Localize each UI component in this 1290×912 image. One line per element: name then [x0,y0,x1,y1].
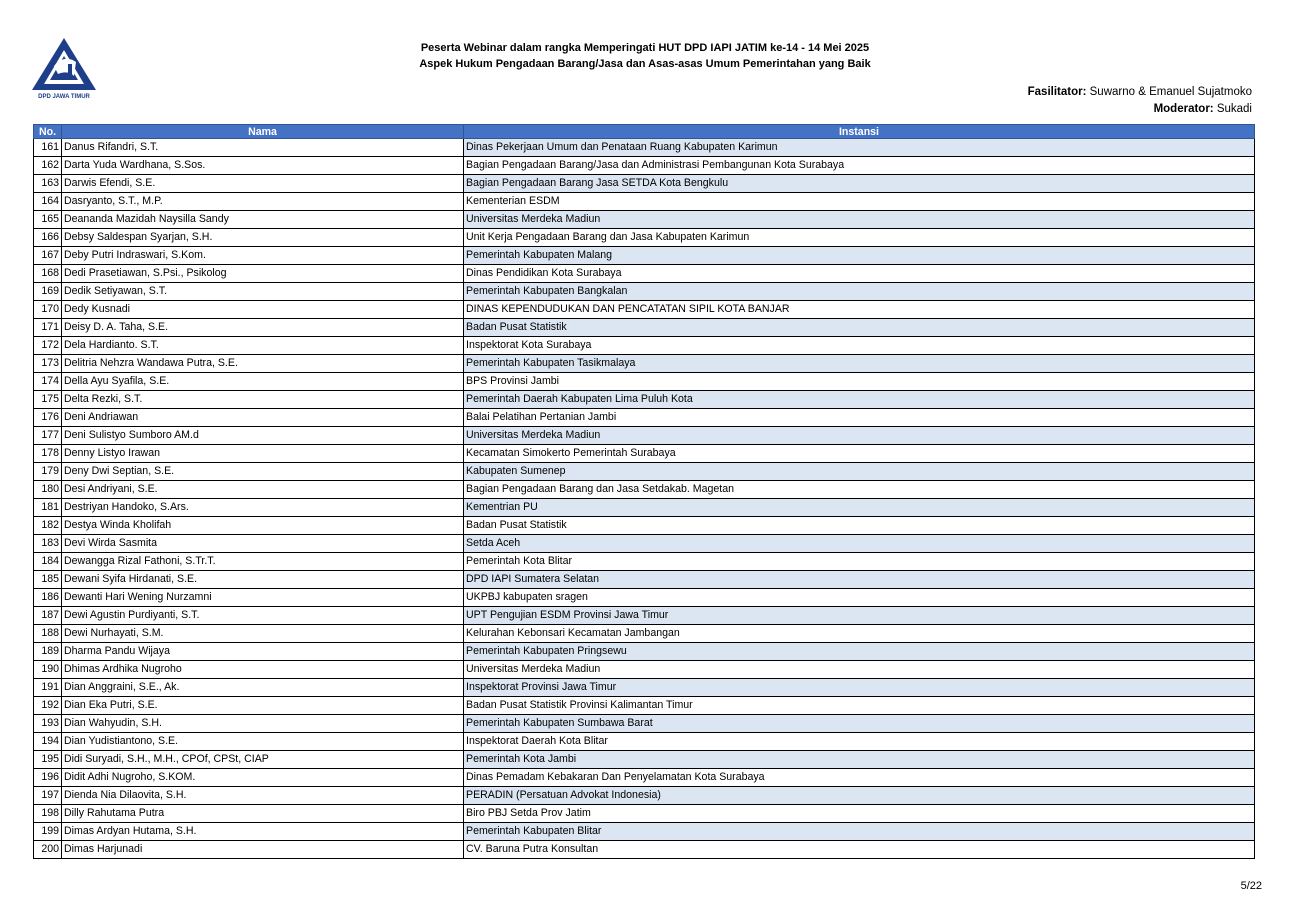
cell-no: 178 [34,445,62,463]
column-header-nama: Nama [62,125,464,139]
cell-instansi: UKPBJ kabupaten sragen [464,589,1255,607]
cell-instansi: Inspektorat Daerah Kota Blitar [464,733,1255,751]
cell-no: 165 [34,211,62,229]
logo-caption: DPD JAWA TIMUR [38,94,90,100]
moderator-label: Moderator: [1153,103,1214,115]
table-row [34,373,1255,391]
cell-nama: Dian Eka Putri, S.E. [62,697,464,715]
cell-nama: Dian Yudistiantono, S.E. [62,733,464,751]
table-row [34,409,1255,427]
cell-no: 185 [34,571,62,589]
cell-nama: Dewi Agustin Purdiyanti, S.T. [62,607,464,625]
cell-instansi: CV. Baruna Putra Konsultan [464,841,1255,859]
cell-no: 190 [34,661,62,679]
cell-nama: Danus Rifandri, S.T. [62,139,464,157]
cell-no: 167 [34,247,62,265]
cell-no: 161 [34,139,62,157]
cell-nama: Dian Wahyudin, S.H. [62,715,464,733]
cell-instansi: Setda Aceh [464,535,1255,553]
cell-no: 164 [34,193,62,211]
cell-nama: Delta Rezki, S.T. [62,391,464,409]
facilitator-value: Suwarno & Emanuel Sujatmoko [1089,86,1252,98]
cell-instansi: Dinas Pekerjaan Umum dan Penataan Ruang Kabupaten Karimun [464,139,1255,157]
cell-no: 187 [34,607,62,625]
table-row [34,301,1255,319]
table-row [34,517,1255,535]
cell-nama: Desi Andriyani, S.E. [62,481,464,499]
cell-instansi: Pemerintah Kabupaten Bangkalan [464,283,1255,301]
cell-instansi: Pemerintah Kabupaten Tasikmalaya [464,355,1255,373]
cell-instansi: DINAS KEPENDUDUKAN DAN PENCATATAN SIPIL KOTA BANJAR [464,301,1255,319]
table-row [34,337,1255,355]
cell-nama: Dedy Kusnadi [62,301,464,319]
cell-instansi: Badan Pusat Statistik [464,517,1255,535]
cell-nama: Dela Hardianto. S.T. [62,337,464,355]
table-row [34,643,1255,661]
cell-nama: Dimas Ardyan Hutama, S.H. [62,823,464,841]
facilitator-line [1028,84,1252,101]
cell-no: 195 [34,751,62,769]
cell-no: 172 [34,337,62,355]
cell-no: 191 [34,679,62,697]
cell-no: 162 [34,157,62,175]
cell-instansi: Dinas Pemadam Kebakaran Dan Penyelamatan Kota Surabaya [464,769,1255,787]
cell-instansi: BPS Provinsi Jambi [464,373,1255,391]
cell-nama: Deisy D. A. Taha, S.E. [62,319,464,337]
cell-no: 200 [34,841,62,859]
document-title [200,40,1090,72]
table-row [34,841,1255,859]
cell-no: 181 [34,499,62,517]
cell-instansi: Pemerintah Kota Jambi [464,751,1255,769]
title-line-2: Aspek Hukum Pengadaan Barang/Jasa dan Asas-asas Umum Pemerintahan yang Baik [419,58,871,70]
table-row [34,355,1255,373]
cell-nama: Deni Sulistyo Sumboro AM.d [62,427,464,445]
participant-table [33,124,1255,859]
table-row [34,535,1255,553]
cell-nama: Didi Suryadi, S.H., M.H., CPOf, CPSt, CIAP [62,751,464,769]
table-header-row [34,125,1255,139]
cell-no: 174 [34,373,62,391]
cell-instansi: Kabupaten Sumenep [464,463,1255,481]
cell-no: 170 [34,301,62,319]
cell-instansi: Badan Pusat Statistik Provinsi Kalimantan Timur [464,697,1255,715]
cell-instansi: Balai Pelatihan Pertanian Jambi [464,409,1255,427]
table-row [34,823,1255,841]
table-row [34,751,1255,769]
page-number: 5/22 [1240,880,1262,892]
cell-no: 168 [34,265,62,283]
table-body [34,139,1255,859]
table-row [34,265,1255,283]
cell-instansi: DPD IAPI Sumatera Selatan [464,571,1255,589]
table-row [34,679,1255,697]
cell-no: 198 [34,805,62,823]
cell-nama: Dewanti Hari Wening Nurzamni [62,589,464,607]
cell-nama: Deananda Mazidah Naysilla Sandy [62,211,464,229]
table-row [34,805,1255,823]
table-row [34,481,1255,499]
session-credits [1028,84,1252,118]
cell-no: 197 [34,787,62,805]
cell-instansi: Dinas Pendidikan Kota Surabaya [464,265,1255,283]
cell-instansi: PERADIN (Persatuan Advokat Indonesia) [464,787,1255,805]
cell-instansi: Pemerintah Kabupaten Blitar [464,823,1255,841]
cell-no: 175 [34,391,62,409]
cell-nama: Destriyan Handoko, S.Ars. [62,499,464,517]
cell-no: 192 [34,697,62,715]
cell-instansi: Universitas Merdeka Madiun [464,211,1255,229]
cell-nama: Dewi Nurhayati, S.M. [62,625,464,643]
cell-no: 163 [34,175,62,193]
cell-instansi: Kementrian PU [464,499,1255,517]
table-row [34,247,1255,265]
table-row [34,391,1255,409]
moderator-value: Sukadi [1216,103,1252,115]
cell-no: 176 [34,409,62,427]
table-row [34,499,1255,517]
cell-nama: Dewani Syifa Hirdanati, S.E. [62,571,464,589]
table-row [34,157,1255,175]
cell-no: 171 [34,319,62,337]
cell-nama: Dewangga Rizal Fathoni, S.Tr.T. [62,553,464,571]
cell-no: 189 [34,643,62,661]
table-row [34,715,1255,733]
cell-nama: Dilly Rahutama Putra [62,805,464,823]
table-row [34,571,1255,589]
cell-nama: Didit Adhi Nugroho, S.KOM. [62,769,464,787]
cell-no: 199 [34,823,62,841]
table-row [34,769,1255,787]
table-row [34,193,1255,211]
cell-nama: Debsy Saldespan Syarjan, S.H. [62,229,464,247]
column-header-instansi: Instansi [464,125,1255,139]
cell-instansi: Pemerintah Kota Blitar [464,553,1255,571]
cell-nama: Devi Wirda Sasmita [62,535,464,553]
cell-instansi: Inspektorat Provinsi Jawa Timur [464,679,1255,697]
table-row [34,427,1255,445]
cell-nama: Deby Putri Indraswari, S.Kom. [62,247,464,265]
table-row [34,625,1255,643]
cell-instansi: Kecamatan Simokerto Pemerintah Surabaya [464,445,1255,463]
cell-nama: Destya Winda Kholifah [62,517,464,535]
table-row [34,445,1255,463]
cell-no: 183 [34,535,62,553]
cell-instansi: Bagian Pengadaan Barang Jasa SETDA Kota Bengkulu [464,175,1255,193]
cell-instansi: UPT Pengujian ESDM Provinsi Jawa Timur [464,607,1255,625]
cell-nama: Dienda Nia Dilaovita, S.H. [62,787,464,805]
cell-no: 188 [34,625,62,643]
cell-instansi: Badan Pusat Statistik [464,319,1255,337]
cell-no: 186 [34,589,62,607]
table-row [34,787,1255,805]
cell-nama: Dedik Setiyawan, S.T. [62,283,464,301]
cell-nama: Deni Andriawan [62,409,464,427]
cell-nama: Delitria Nehzra Wandawa Putra, S.E. [62,355,464,373]
table-row [34,283,1255,301]
cell-instansi: Unit Kerja Pengadaan Barang dan Jasa Kabupaten Karimun [464,229,1255,247]
cell-instansi: Kementerian ESDM [464,193,1255,211]
cell-nama: Dian Anggraini, S.E., Ak. [62,679,464,697]
cell-instansi: Bagian Pengadaan Barang dan Jasa Setdakab. Magetan [464,481,1255,499]
moderator-line [1028,101,1252,118]
cell-nama: Dimas Harjunadi [62,841,464,859]
iapi-logo-icon [24,36,104,100]
column-header-no: No. [34,125,62,139]
cell-no: 169 [34,283,62,301]
iapi-logo [24,36,104,100]
table-row [34,175,1255,193]
cell-no: 184 [34,553,62,571]
cell-nama: Dedi Prasetiawan, S.Psi., Psikolog [62,265,464,283]
table-row [34,589,1255,607]
table-row [34,319,1255,337]
cell-instansi: Pemerintah Daerah Kabupaten Lima Puluh Kota [464,391,1255,409]
cell-nama: Deny Dwi Septian, S.E. [62,463,464,481]
table-row [34,139,1255,157]
table-row [34,733,1255,751]
cell-no: 196 [34,769,62,787]
cell-instansi: Universitas Merdeka Madiun [464,427,1255,445]
cell-instansi: Pemerintah Kabupaten Pringsewu [464,643,1255,661]
table-row [34,211,1255,229]
cell-nama: Della Ayu Syafila, S.E. [62,373,464,391]
title-line-1: Peserta Webinar dalam rangka Memperingati HUT DPD IAPI JATIM ke-14 - 14 Mei 2025 [420,42,870,54]
cell-instansi: Pemerintah Kabupaten Sumbawa Barat [464,715,1255,733]
cell-nama: Denny Listyo Irawan [62,445,464,463]
cell-instansi: Kelurahan Kebonsari Kecamatan Jambangan [464,625,1255,643]
facilitator-label: Fasilitator: [1027,86,1087,98]
cell-nama: Dhimas Ardhika Nugroho [62,661,464,679]
cell-no: 177 [34,427,62,445]
cell-instansi: Bagian Pengadaan Barang/Jasa dan Administrasi Pembangunan Kota Surabaya [464,157,1255,175]
cell-no: 173 [34,355,62,373]
cell-instansi: Pemerintah Kabupaten Malang [464,247,1255,265]
cell-instansi: Biro PBJ Setda Prov Jatim [464,805,1255,823]
cell-no: 179 [34,463,62,481]
cell-nama: Dharma Pandu Wijaya [62,643,464,661]
cell-no: 194 [34,733,62,751]
table-row [34,607,1255,625]
table-row [34,553,1255,571]
table-row [34,697,1255,715]
cell-instansi: Inspektorat Kota Surabaya [464,337,1255,355]
cell-nama: Darta Yuda Wardhana, S.Sos. [62,157,464,175]
cell-no: 182 [34,517,62,535]
cell-no: 166 [34,229,62,247]
cell-nama: Darwis Efendi, S.E. [62,175,464,193]
table-row [34,661,1255,679]
cell-no: 193 [34,715,62,733]
cell-nama: Dasryanto, S.T., M.P. [62,193,464,211]
table-row [34,229,1255,247]
cell-no: 180 [34,481,62,499]
table-row [34,463,1255,481]
cell-instansi: Universitas Merdeka Madiun [464,661,1255,679]
